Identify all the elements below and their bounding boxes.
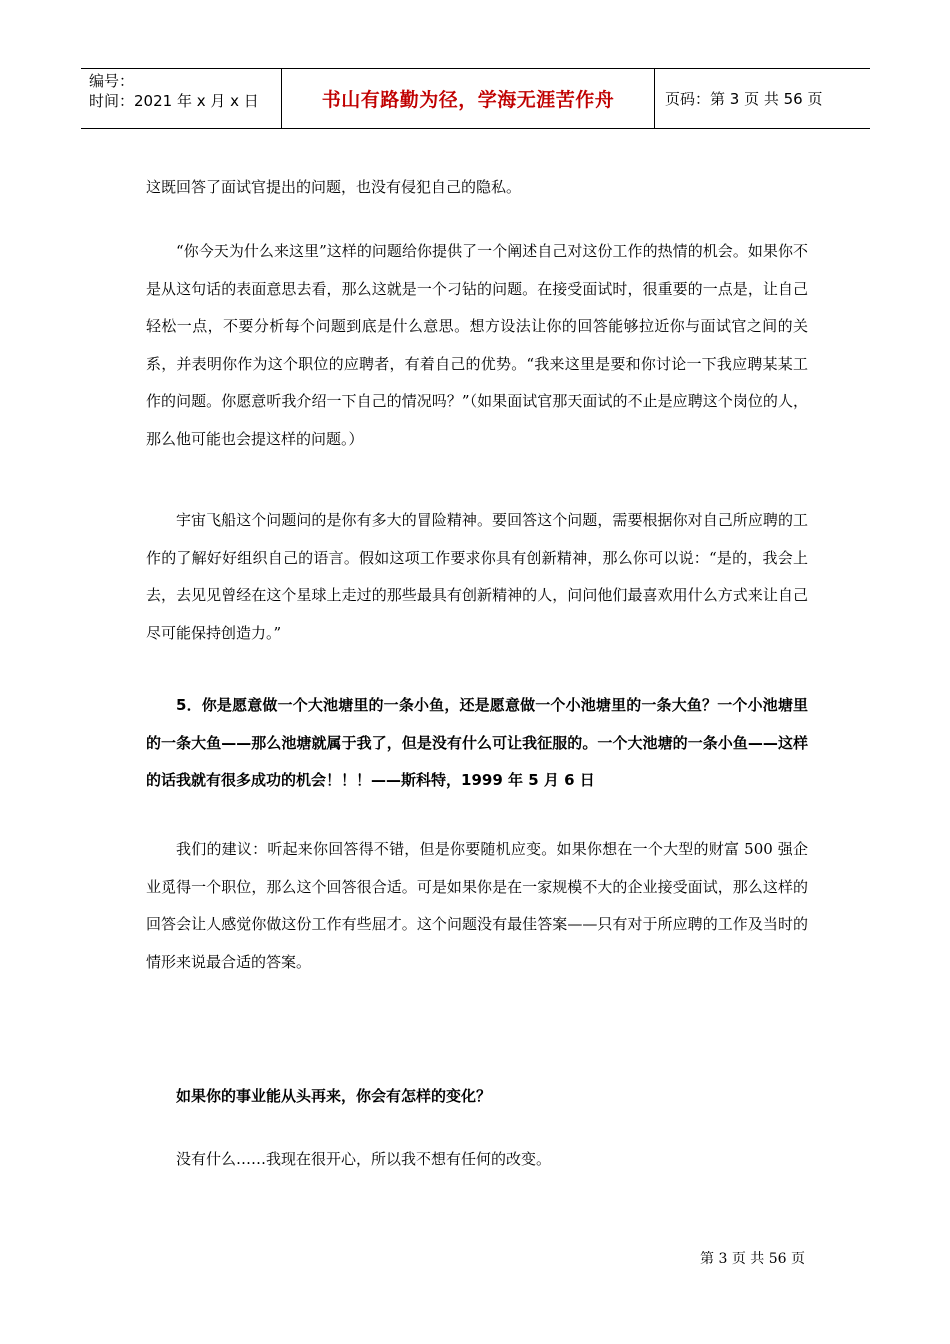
document-time-label: 时间：2021 年 x 月 x 日 bbox=[89, 92, 259, 110]
paragraph-spaceship: 宇宙飞船这个问题问的是你有多大的冒险精神。要回答这个问题，需要根据你对自己所应聘的工作的了解好好组织自己的语言。假如这项工作要求你具有创新精神，那么你可以说：“是的，我会上去，去见见曾经在这个星球上走过的那些最具有创新精神的人，问问他们最喜欢用什么方式来让自己尽可能保持创造力。” bbox=[146, 511, 808, 642]
paragraph-our-advice: 我们的建议：听起来你回答得不错，但是你要随机应变。如果你想在一个大型的财富 500 强企业觅得一个职位，那么这个回答很合适。可是如果你是在一家规模不大的企业接受面试，那么这样的回答会让人感觉你做这份工作有些屈才。这个问题没有最佳答案——只有对于所应聘的工作及当时的情形来说最合适的答案。 bbox=[146, 840, 808, 971]
paragraph-no-change: 没有什么……我现在很开心，所以我不想有任何的改变。 bbox=[176, 1150, 552, 1168]
paragraph-why-here: “你今天为什么来这里”这样的问题给你提供了一个阐述自己对这份工作的热情的机会。如果你不是从这句话的表面意思去看，那么这就是一个刁钻的问题。在接受面试时，很重要的一点是，让自己轻松一点，不要分析每个问题到底是什么意思。想方设法让你的回答能够拉近你与面试官之间的关系，并表明你作为这个职位的应聘者，有着自己的优势。“我来这里是要和你讨论一下我应聘某某工作的问题。你愿意听我介绍一下自己的情况吗？”（如果面试官那天面试的不止是应聘这个岗位的人，那么他可能也会提这样的问题。） bbox=[146, 242, 808, 448]
page-header bbox=[81, 68, 870, 129]
question-5-fish-pond: 5．你是愿意做一个大池塘里的一条小鱼，还是愿意做一个小池塘里的一条大鱼？一个小池塘里的一条大鱼——那么池塘就属于我了，但是没有什么可让我征服的。一个大池塘的一条小鱼——这样的话我就有很多成功的机会！！！——斯科特，1999 年 5 月 6 日 bbox=[146, 696, 808, 789]
page-footer: 第 3 页 共 56 页 bbox=[700, 1251, 805, 1267]
header-motto: 书山有路勤为径，学海无涯苦作舟 bbox=[282, 69, 655, 128]
document-number-label: 编号： bbox=[89, 72, 135, 90]
header-page-info: 页码：第 3 页 共 56 页 bbox=[665, 90, 823, 108]
question-career-restart: 如果你的事业能从头再来，你会有怎样的变化？ bbox=[176, 1087, 492, 1105]
paragraph-privacy-answer: 这既回答了面试官提出的问题，也没有侵犯自己的隐私。 bbox=[146, 178, 522, 196]
header-meta bbox=[81, 69, 282, 128]
